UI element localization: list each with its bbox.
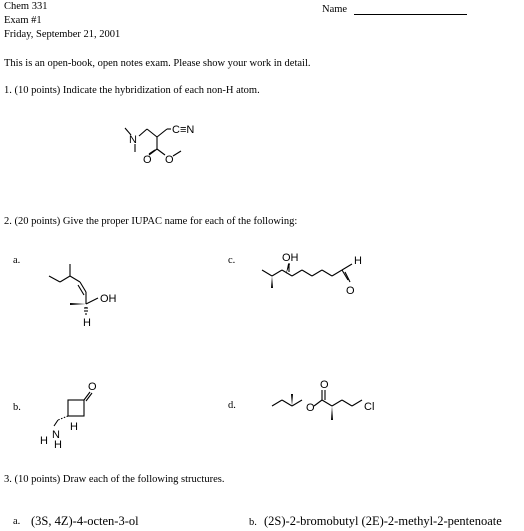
- q2b-ring-hydrogen: H: [70, 421, 78, 433]
- q3-part-a-name: (3S, 4Z)-4-octen-3-ol: [31, 514, 139, 528]
- q2c-aldehyde-hydrogen: H: [354, 255, 362, 267]
- molecule-q2b: [36, 378, 106, 450]
- q2c-aldehyde-oxygen: O: [346, 285, 355, 297]
- q3-part-b-label: b.: [249, 517, 257, 528]
- molecule-q2c: [262, 250, 372, 305]
- q2b-amine-h-bottom: H: [54, 439, 62, 451]
- q2-part-d-label: d.: [228, 400, 236, 411]
- q2d-carbonyl-oxygen: O: [320, 379, 329, 391]
- q2c-hydroxyl-label: OH: [282, 252, 299, 264]
- q1-nitrile-label: C≡N: [172, 124, 195, 136]
- molecule-q1: [115, 115, 205, 175]
- q2a-hydroxyl-label: OH: [100, 293, 117, 305]
- exam-instructions: This is an open-book, open notes exam. Please show your work in detail.: [4, 58, 311, 69]
- exam-date: Friday, September 21, 2001: [4, 29, 121, 40]
- q1-nitrogen-label: N: [129, 134, 137, 146]
- q3-part-b-name: (2S)-2-bromobutyl (2E)-2-methyl-2-pentenoate: [264, 514, 502, 528]
- q2a-hydrogen-label: H: [83, 317, 91, 329]
- question-2: 2. (20 points) Give the proper IUPAC name for each of the following:: [4, 216, 298, 227]
- q3-part-a-label: a.: [13, 516, 21, 527]
- exam-number: Exam #1: [4, 15, 42, 26]
- molecule-q2d: [270, 378, 390, 428]
- q2d-ester-oxygen: O: [306, 402, 315, 414]
- q1-ester-oxygen: O: [165, 154, 174, 166]
- question-3: 3. (10 points) Draw each of the following structures.: [4, 474, 225, 485]
- q2-part-b-label: b.: [13, 402, 21, 413]
- q2b-amine-nitrogen: N: [52, 429, 60, 441]
- name-label: Name: [322, 4, 348, 15]
- q2b-ketone-oxygen: O: [88, 381, 97, 393]
- name-blank-line[interactable]: [354, 14, 467, 15]
- q2b-amine-h-left: H: [40, 435, 48, 447]
- q2-part-c-label: c.: [228, 255, 236, 266]
- q2d-chlorine-label: Cl: [364, 401, 375, 413]
- question-1: 1. (10 points) Indicate the hybridization of each non-H atom.: [4, 85, 260, 96]
- molecule-q2a: [40, 258, 130, 333]
- q1-carbonyl-oxygen: O: [143, 154, 152, 166]
- q2-part-a-label: a.: [13, 255, 21, 266]
- course-title: Chem 331: [4, 1, 48, 12]
